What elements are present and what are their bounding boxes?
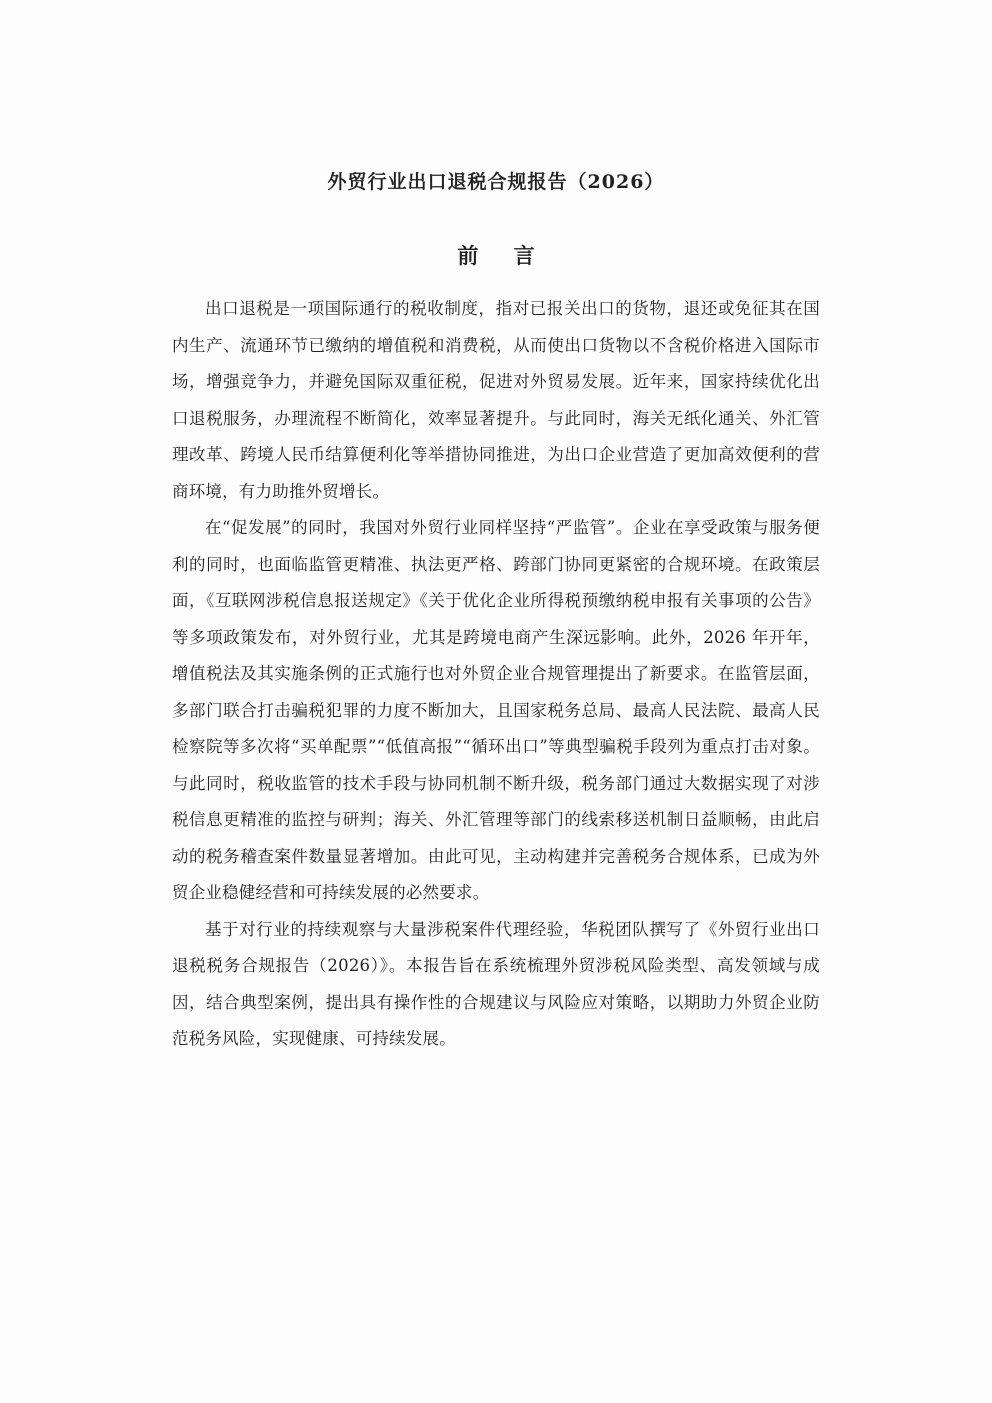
document-body — [172, 291, 820, 1058]
paragraph-3: 基于对行业的持续观察与大量涉税案件代理经验，华税团队撰写了《外贸行业出口退税税务合规报告（2026）》。本报告旨在系统梳理外贸涉税风险类型、高发领域与成因，结合典型案例，提出具有操作性的合规建议与风险应对策略，以期助力外贸企业防范税务风险，实现健康、可持续发展。 — [172, 919, 820, 1048]
report-title: 外贸行业出口退税合规报告（2026） — [327, 171, 665, 193]
paragraph-2: 在“促发展”的同时，我国对外贸行业同样坚持“严监管”。企业在享受政策与服务便利的同时，也面临监管更精准、执法更严格、跨部门协同更紧密的合规环境。在政策层面，《互联网涉税信息报送规定》《关于优化企业所得税预缴纳税申报有关事项的公告》等多项政策发布，对外贸行业，尤其是跨境电商产生深远影响。此外，2026 年开年，增值税法及其实施条例的正式施行也对外贸企业合规管理提出了新要求。在监管层面，多部门联合打击骗税犯罪的力度不断加大，且国家税务总局、最高人民法院、最高人民检察院等多次将“买单配票”“低值高报”“循环出口”等典型骗税手段列为重点打击对象。与此同时，税收监管的技术手段与协同机制不断升级，税务部门通过大数据实现了对涉税信息更精准的监控与研判；海关、外汇管理等部门的线索移送机制日益顺畅，由此启动的税务稽查案件数量显著增加。由此可见，主动构建并完善税务合规体系，已成为外贸企业稳健经营和可持续发展的必然要求。 — [172, 518, 820, 902]
section-heading-preface: 前 言 — [457, 243, 549, 268]
paragraph-1: 出口退税是一项国际通行的税收制度，指对已报关出口的货物，退还或免征其在国内生产、流通环节已缴纳的增值税和消费税，从而使出口货物以不含税价格进入国际市场，增强竞争力，并避免国际双重征税，促进对外贸易发展。近年来，国家持续优化出口退税服务，办理流程不断简化，效率显著提升。与此同时，海关无纸化通关、外汇管理改革、跨境人民币结算便利化等举措协同推进，为出口企业营造了更加高效便利的营商环境，有力助推外贸增长。 — [172, 299, 820, 501]
